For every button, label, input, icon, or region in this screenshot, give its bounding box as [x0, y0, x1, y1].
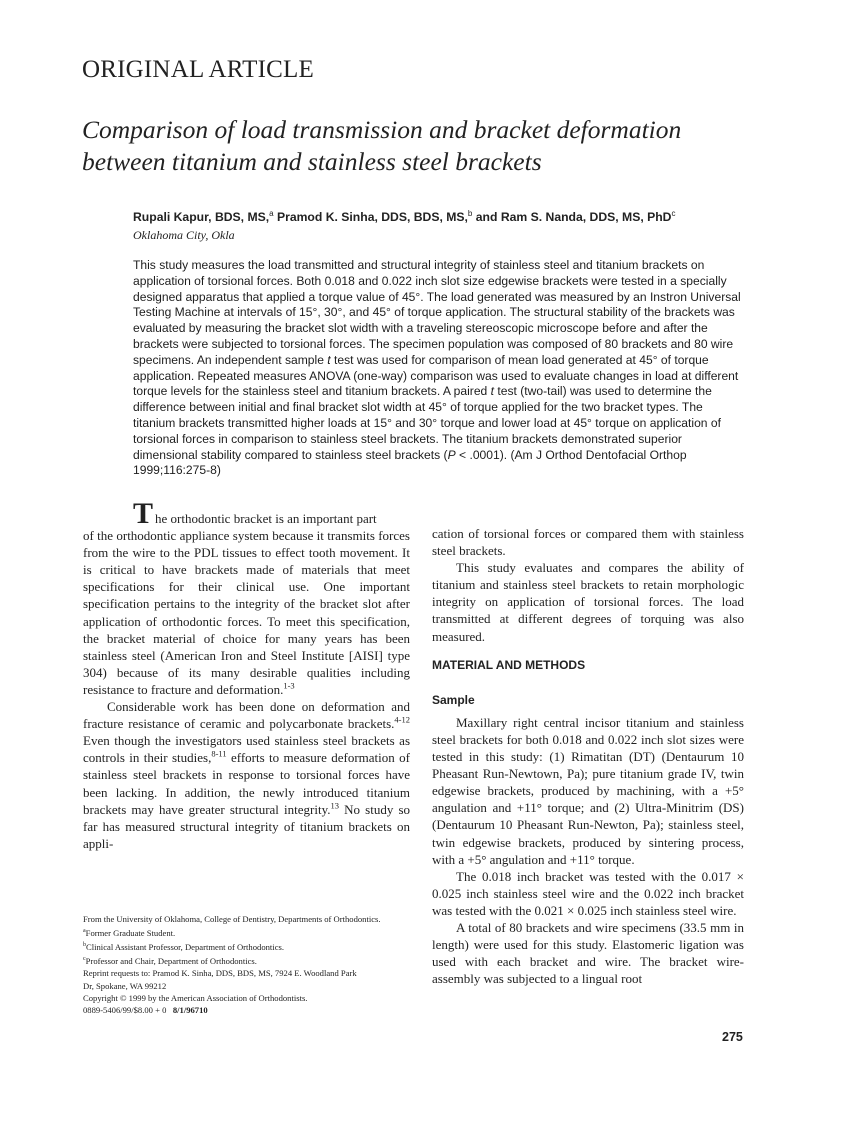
- footnote-reprint: Reprint requests to: Pramod K. Sinha, DDS, BDS, MS, 7924 E. Woodland Park: [83, 968, 357, 979]
- author-affiliation-marker: a: [269, 209, 274, 218]
- citation-ref[interactable]: 8-11: [211, 748, 227, 759]
- title-line-2: between titanium and stainless steel brackets: [82, 147, 542, 176]
- abstract-segment: test (two-tail) was used to determine the difference between initial and final bracket slot width at 45° of torque applied for the two bracket types. The titanium brackets transmitted higher loads at 15° and 30° torque and lower load at 45° torque on application of torsional forces in comparison to stainless steel brackets. The titanium brackets demonstrated superior dimensional stability compared to stainless steel brackets (: [133, 384, 721, 462]
- footnote-author-b: [83, 939, 413, 953]
- abstract-segment: test was used for comparison of mean load generated at 45° of torque application. Repeated measures ANOVA (one-way) comparison was used to evaluate changes in load at different torque levels for the stainless steel and titanium brackets. A paired: [133, 352, 739, 399]
- section-label: ORIGINAL ARTICLE: [82, 56, 314, 83]
- paragraph: A total of 80 brackets and wire specimens (33.5 mm in length) were used for this study. Elastomeric ligation was used with each bracket and wire. The bracket wire-assembly was subjected to a lingual root: [432, 919, 744, 987]
- author-name: Pramod K. Sinha, DDS, BDS, MS,: [273, 210, 468, 225]
- section-heading-methods: MATERIAL AND METHODS: [432, 657, 586, 672]
- footnote-issn: 0889-5406/99/$8.00 + 0: [83, 1005, 167, 1015]
- footnote-marker: a: [83, 928, 86, 935]
- paragraph: This study evaluates and compares the ability of titanium and stainless steel brackets to retain morphologic integrity on application of torsional forces. The load transmitted at different degrees of torquing was also measured.: [432, 560, 744, 644]
- abstract-segment: < .0001). (Am J Orthod Dentofacial Orthop 1999;116:275-8): [133, 447, 687, 478]
- paragraph: cation of torsional forces or compared them with stainless steel brackets.: [432, 526, 744, 559]
- article-title: [82, 114, 782, 178]
- citation-ref[interactable]: 1-3: [283, 680, 295, 691]
- paragraph-text: efforts to measure deformation of stainless steel brackets in response to torsional forces have been lacking. In addition, the newly introduced titanium brackets may have greater structural integrity.: [83, 750, 410, 817]
- paragraph: [83, 698, 410, 852]
- intro-first-line: [83, 497, 410, 530]
- intro-text: he orthodontic bracket is an important part: [155, 511, 377, 526]
- subsection-heading-sample: Sample: [432, 692, 475, 707]
- page-number: 275: [722, 1030, 743, 1044]
- footnote-id: 8/1/96710: [172, 1005, 208, 1015]
- author-name: and Ram S. Nanda, DDS, MS, PhD: [472, 210, 672, 225]
- abstract-italic: t: [327, 352, 331, 367]
- footnote-text: Former Graduate Student.: [85, 928, 176, 939]
- footnote-text: Professor and Chair, Department of Orthodontics.: [85, 956, 257, 967]
- paragraph-text: No study so far has measured structural integrity of titanium brackets on appli-: [83, 801, 410, 851]
- abstract-italic: t: [490, 384, 495, 399]
- citation-ref[interactable]: 13: [330, 800, 339, 811]
- footnote-author-a: [83, 925, 413, 939]
- footnote-copyright: Copyright © 1999 by the American Association of Orthodontists.: [83, 992, 308, 1003]
- author-name: Rupali Kapur, BDS, MS,: [133, 210, 270, 225]
- abstract-italic: P: [447, 447, 456, 462]
- paragraph-text: of the orthodontic appliance system because it transmits forces from the wire to the PDL tissues to effect tooth movement. It is critical to have brackets made of materials that meet specifications for their clinical use. One important specification pertains to the integrity of the bracket slot after application of orthodontic forces. To meet this specification, the bracket material of choice for many years has been stainless steel (American Iron and Steel Institute [AISI] type 304) because of its many desirable qualities including resistance to fracture and deformation.: [83, 528, 410, 697]
- abstract: [133, 258, 748, 479]
- citation-ref[interactable]: 4-12: [394, 714, 410, 725]
- footnote-address: Dr, Spokane, WA 99212: [83, 980, 167, 991]
- paragraph-text: Even though the investigators used stainless steel brackets as controls in their studies,: [83, 733, 410, 766]
- paragraph: Maxillary right central incisor titanium and stainless steel brackets for both 0.018 and 0.022 inch slot sizes were tested in this study: (1) Rimatitan (DT) (Dentaurum 10 Pheasant Run-Newtown, Pa); pure titanium grade IV, twin edgewise brackets, produced by machining, with a +5° angulation and +11° torque; and (2) Ultra-Minitrim (DS) (Dentaurum 10 Pheasant Run-Newton, Pa); stainless steel, twin edgewise brackets, produced by sintering process, with a +5° angulation and +11° torque.: [432, 714, 744, 867]
- footnote-code: [83, 1004, 413, 1016]
- title-line-1: Comparison of load transmission and bracket deformation: [82, 115, 682, 144]
- paragraph: The 0.018 inch bracket was tested with the 0.017 × 0.025 inch stainless steel wire and the 0.022 inch bracket was tested with the 0.021 × 0.025 inch stainless steel wire.: [432, 868, 744, 918]
- abstract-text: [133, 258, 748, 479]
- author-affiliation-marker: c: [671, 209, 676, 218]
- body-column-left: [83, 497, 410, 852]
- abstract-segment: This study measures the load transmitted and structural integrity of stainless steel and titanium brackets on application of torsional forces. Both 0.018 and 0.022 inch slot size edgewise brackets were tested in a specially designed apparatus that applied a torque value of 45°. The load generated was measured by an Instron Universal Testing Machine at intervals of 15°, 30°, and 45° of torque application. The structural stability of the brackets was evaluated by measuring the bracket slot width with a traveling stereoscopic microscope before and after the brackets were subjected to torsional forces. The specimen population was composed of 80 brackets and 80 wire specimens. An independent sample: [133, 258, 741, 367]
- footnotes: [83, 913, 413, 1016]
- body-column-right: [432, 525, 744, 987]
- author-location: Oklahoma City, Okla: [133, 228, 235, 242]
- footnote-marker: c: [83, 956, 86, 963]
- author-list: [133, 209, 675, 224]
- paragraph-text: Considerable work has been done on deformation and fracture resistance of ceramic and polycarbonate brackets.: [83, 699, 410, 732]
- footnote-institution: From the University of Oklahoma, College of Dentistry, Departments of Orthodontics.: [83, 914, 381, 924]
- footnote-marker: b: [83, 942, 86, 949]
- footnote-text: Clinical Assistant Professor, Department of Orthodontics.: [86, 942, 284, 953]
- intro-paragraph: [83, 527, 410, 698]
- footnote-author-c: [83, 953, 413, 967]
- author-affiliation-marker: b: [467, 209, 473, 218]
- drop-cap: T: [133, 497, 154, 530]
